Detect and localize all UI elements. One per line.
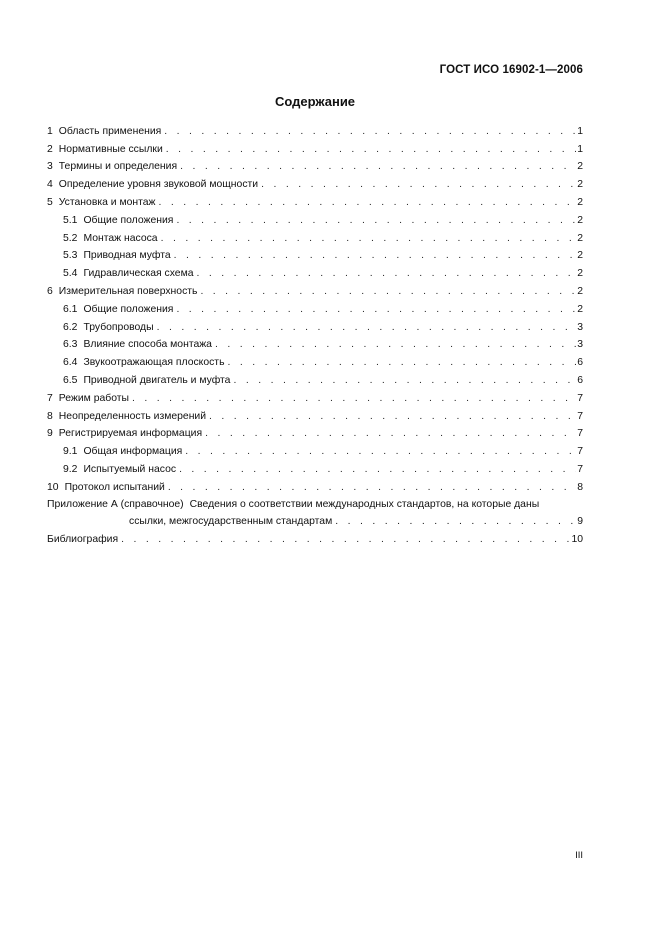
toc-entry-page-number: 2: [577, 303, 583, 315]
toc-entry[interactable]: [47, 191, 583, 209]
dot-leader: [335, 516, 576, 528]
toc-entry-page-number: 2: [577, 179, 583, 191]
toc-entry-number: 6.4: [63, 357, 78, 369]
toc-entry[interactable]: [47, 209, 583, 227]
toc-entry[interactable]: [47, 316, 583, 334]
table-of-contents: [47, 120, 583, 546]
page-number: III: [575, 850, 583, 861]
annex-title-line1: Сведения о соответствии международных стандартов, на которые даны: [189, 498, 540, 510]
dot-leader: [166, 144, 576, 156]
toc-entry-page-number: 3: [577, 339, 583, 351]
toc-entry-title: Трубопроводы: [83, 321, 154, 333]
toc-entry-page-number: 2: [577, 268, 583, 280]
toc-entry[interactable]: [47, 423, 583, 441]
toc-entry-page-number: 3: [577, 321, 583, 333]
toc-entry-number: 5.2: [63, 232, 78, 244]
document-standard-number: ГОСТ ИСО 16902-1—2006: [439, 64, 583, 76]
toc-entry[interactable]: [47, 387, 583, 405]
toc-entry-number: 6.3: [63, 339, 78, 351]
toc-entry-title: Установка и монтаж: [58, 196, 156, 208]
toc-entry-number: 9.1: [63, 446, 78, 458]
dot-leader: [233, 375, 576, 387]
toc-entry[interactable]: [47, 405, 583, 423]
toc-entry-page-number: 7: [577, 392, 583, 404]
bibliography-page-number: 10: [571, 533, 583, 545]
dot-leader: [176, 304, 576, 316]
toc-entries: [47, 120, 583, 494]
dot-leader: [209, 411, 576, 423]
toc-entry[interactable]: [47, 458, 583, 476]
dot-leader: [159, 197, 577, 209]
dot-leader: [215, 339, 576, 351]
toc-entry-title: Общая информация: [83, 446, 183, 458]
toc-entry-number: 2: [47, 143, 53, 155]
toc-entry-title: Звукоотражающая плоскость: [83, 357, 225, 369]
toc-entry-number: 3: [47, 161, 53, 173]
toc-entry[interactable]: [47, 351, 583, 369]
toc-entry-title: Приводной двигатель и муфта: [83, 374, 231, 386]
dot-leader: [161, 233, 577, 245]
dot-leader: [227, 357, 576, 369]
toc-entry-page-number: 2: [577, 214, 583, 226]
toc-entry-title: Влияние способа монтажа: [83, 339, 212, 351]
toc-entry-number: 5.1: [63, 214, 78, 226]
toc-entry[interactable]: [47, 334, 583, 352]
dot-leader: [176, 215, 576, 227]
toc-entry-bibliography[interactable]: [47, 528, 583, 546]
toc-entry-number: 6.5: [63, 374, 78, 386]
toc-entry[interactable]: [47, 245, 583, 263]
toc-entry-title: Испытуемый насос: [83, 463, 177, 475]
toc-entry-title: Приводная муфта: [83, 250, 171, 262]
toc-entry-title: Область применения: [58, 125, 162, 137]
toc-entry[interactable]: [47, 298, 583, 316]
dot-leader: [185, 446, 576, 458]
toc-entry-page-number: 2: [577, 161, 583, 173]
toc-entry-number: 5: [47, 196, 53, 208]
dot-leader: [205, 428, 576, 440]
toc-entry-page-number: 1: [577, 125, 583, 137]
toc-entry-page-number: 7: [577, 446, 583, 458]
toc-entry[interactable]: [47, 280, 583, 298]
toc-entry-page-number: 6: [577, 374, 583, 386]
toc-entry-annex-a[interactable]: [47, 495, 583, 528]
toc-entry-title: Неопределенность измерений: [58, 410, 207, 422]
toc-entry-page-number: 2: [577, 250, 583, 262]
toc-entry-title: Режим работы: [58, 392, 129, 404]
toc-entry-title: Протокол испытаний: [64, 481, 165, 493]
toc-entry[interactable]: [47, 227, 583, 245]
toc-entry-title: Термины и определения: [58, 161, 178, 173]
toc-entry-number: 10: [47, 481, 59, 493]
toc-entry-title: Регистрируемая информация: [58, 428, 203, 440]
dot-leader: [200, 286, 576, 298]
toc-entry-number: 1: [47, 125, 53, 137]
toc-entry-number: 8: [47, 410, 53, 422]
toc-entry-number: 6.1: [63, 303, 78, 315]
toc-entry[interactable]: [47, 369, 583, 387]
toc-entry-number: 9: [47, 428, 53, 440]
toc-entry-page-number: 1: [577, 143, 583, 155]
toc-entry-title: Нормативные ссылки: [58, 143, 163, 155]
toc-entry[interactable]: [47, 262, 583, 280]
annex-page-number: 9: [577, 515, 583, 527]
dot-leader: [132, 393, 576, 405]
toc-entry-number: 7: [47, 392, 53, 404]
toc-entry-number: 5.4: [63, 268, 78, 280]
toc-entry-title: Гидравлическая схема: [83, 268, 194, 280]
toc-entry[interactable]: [47, 173, 583, 191]
dot-leader: [197, 268, 577, 280]
toc-entry-title: Общие положения: [83, 214, 174, 226]
page-title: Содержание: [274, 94, 356, 109]
toc-entry-number: 6.2: [63, 321, 78, 333]
toc-entry[interactable]: [47, 156, 583, 174]
dot-leader: [179, 464, 576, 476]
toc-entry-number: 5.3: [63, 250, 78, 262]
dot-leader: [180, 161, 576, 173]
annex-title-line2: ссылки, межгосударственным стандартам: [129, 515, 333, 527]
toc-entry-title: Определение уровня звуковой мощности: [58, 179, 259, 191]
toc-entry-page-number: 6: [577, 357, 583, 369]
dot-leader: [261, 179, 576, 191]
toc-entry-title: Общие положения: [83, 303, 174, 315]
toc-entry-page-number: 2: [577, 196, 583, 208]
toc-entry[interactable]: [47, 120, 583, 138]
toc-entry-title: Монтаж насоса: [83, 232, 158, 244]
toc-entry-page-number: 2: [577, 285, 583, 297]
bibliography-label: Библиография: [47, 533, 119, 545]
toc-entry-page-number: 7: [577, 410, 583, 422]
toc-entry-page-number: 8: [577, 481, 583, 493]
toc-entry[interactable]: [47, 476, 583, 494]
annex-label: Приложение А (справочное): [47, 498, 184, 510]
toc-entry-page-number: 7: [577, 463, 583, 475]
toc-entry-title: Измерительная поверхность: [58, 285, 198, 297]
dot-leader: [174, 250, 577, 262]
dot-leader: [164, 126, 576, 138]
toc-entry-number: 9.2: [63, 463, 78, 475]
toc-entry[interactable]: [47, 440, 583, 458]
toc-entry-number: 4: [47, 179, 53, 191]
toc-entry-page-number: 2: [577, 232, 583, 244]
toc-entry-page-number: 7: [577, 428, 583, 440]
toc-entry-number: 6: [47, 285, 53, 297]
dot-leader: [157, 322, 577, 334]
dot-leader: [168, 482, 576, 494]
dot-leader: [121, 534, 570, 546]
toc-entry[interactable]: [47, 138, 583, 156]
